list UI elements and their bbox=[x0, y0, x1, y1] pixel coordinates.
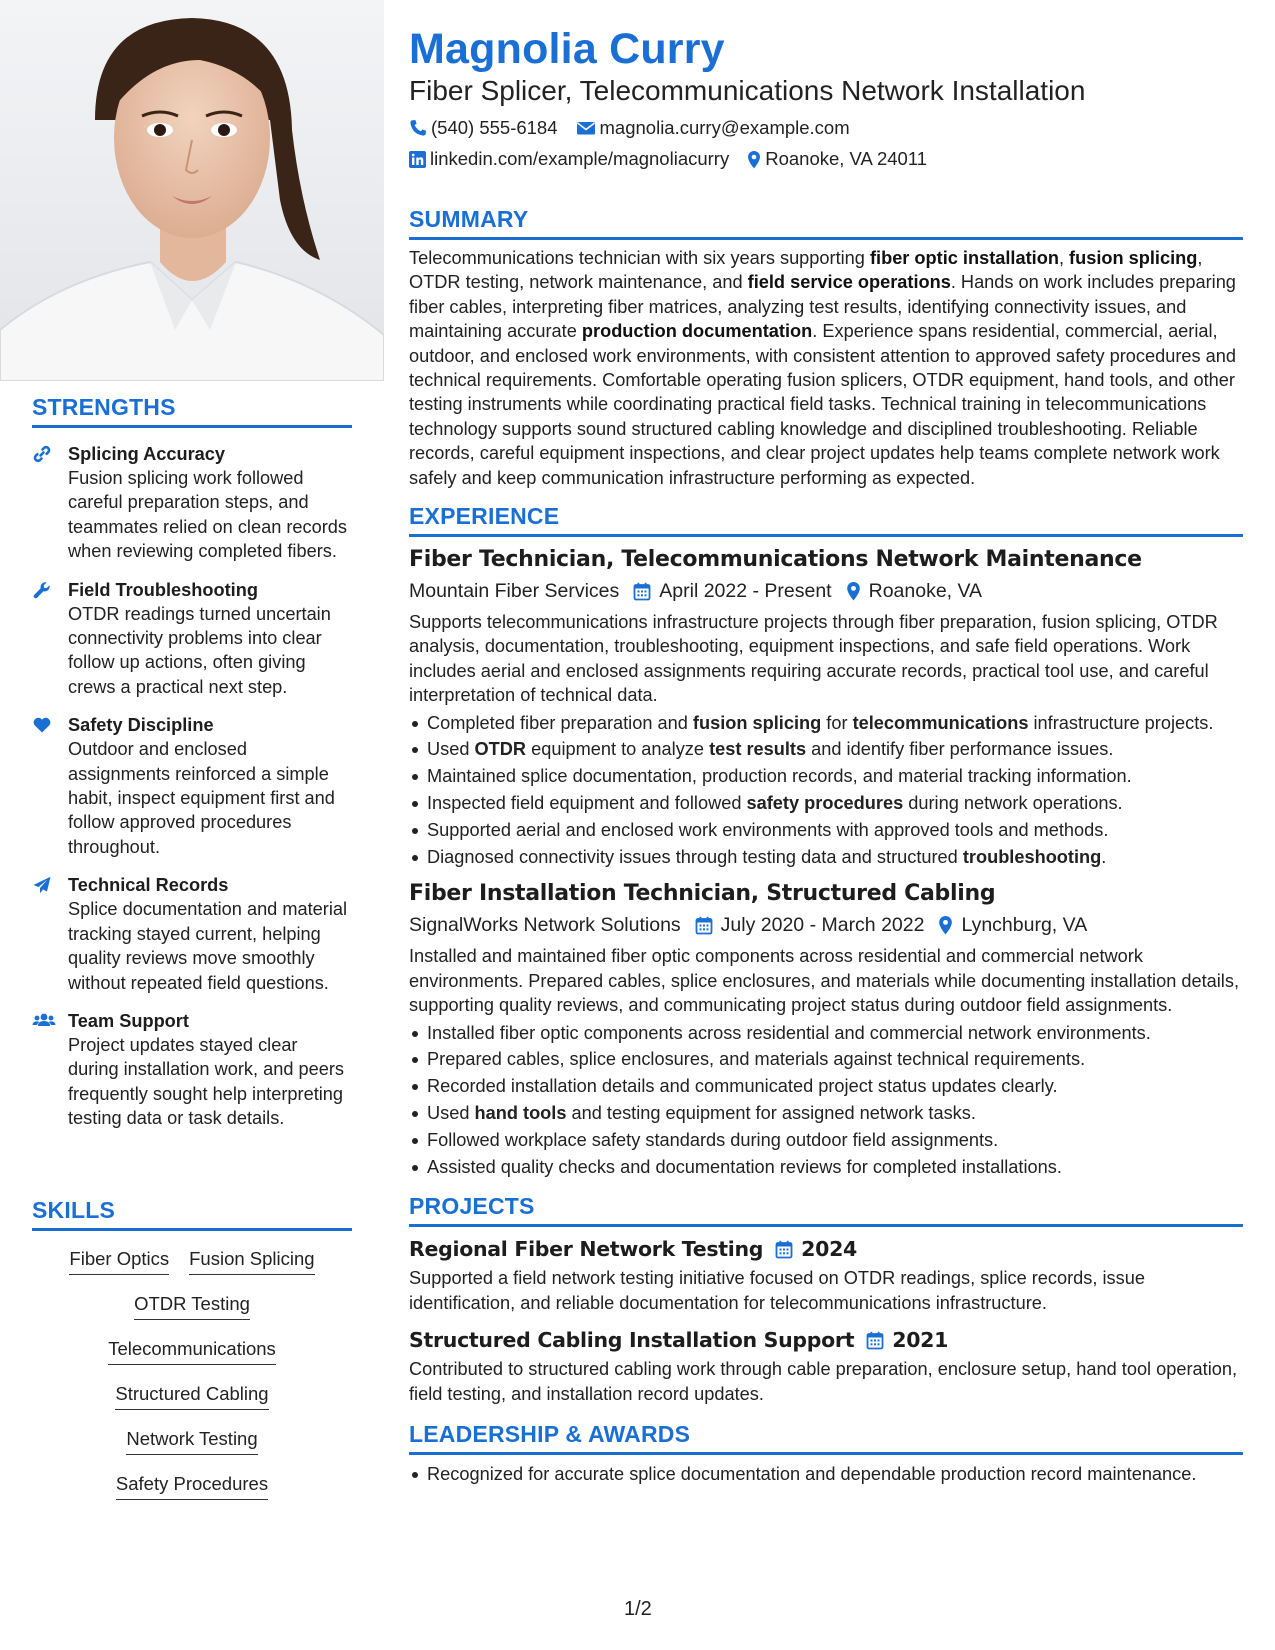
job-company: SignalWorks Network Solutions bbox=[409, 914, 681, 937]
text-span: during network operations. bbox=[903, 793, 1123, 814]
job-dates bbox=[695, 912, 925, 938]
project-entry bbox=[409, 1236, 1243, 1315]
text-span: equipment to analyze bbox=[526, 739, 710, 760]
skills-list bbox=[32, 1241, 352, 1511]
text-span: Used bbox=[427, 739, 475, 760]
bullet-item bbox=[409, 736, 1243, 763]
skill-tag: Network Testing bbox=[126, 1426, 257, 1455]
job-location bbox=[846, 578, 982, 604]
bold-text: fiber optic installation bbox=[869, 248, 1059, 268]
strength-desc: OTDR readings turned uncertain connectivity problems into clear follow up actions, often giving crews a practical next step. bbox=[68, 603, 331, 697]
contact-row bbox=[409, 116, 1243, 140]
job-dates-text: April 2022 - Present bbox=[659, 580, 832, 603]
main-content bbox=[409, 24, 1243, 1488]
job-location bbox=[938, 912, 1087, 938]
job-bullets bbox=[409, 710, 1243, 871]
summary-section bbox=[409, 205, 1243, 490]
job-dates bbox=[633, 578, 831, 604]
awards-section bbox=[409, 1420, 1243, 1488]
map-pin-icon bbox=[747, 150, 761, 169]
skill-tag: OTDR Testing bbox=[134, 1291, 250, 1320]
bullet-item bbox=[409, 1100, 1243, 1127]
envelope-icon bbox=[576, 120, 596, 136]
strength-item bbox=[32, 713, 352, 859]
job-entry bbox=[409, 880, 1243, 1180]
awards-list bbox=[409, 1461, 1243, 1488]
bold-text: production documentation bbox=[581, 321, 813, 342]
bold-text: safety procedures bbox=[746, 793, 904, 814]
job-description: Supports telecommunications infrastructure projects through fiber preparation, fusion splicing, OTDR analysis, documentation, troubleshooting, equipment inspections, and safe field operations. Work includes aerial and enclosed assignments requiring accurate records, practical tool use, and careful interpretation of technical data. bbox=[409, 612, 1218, 706]
bold-text: troubleshooting bbox=[962, 846, 1102, 867]
portrait-image bbox=[0, 0, 384, 381]
bold-text: fusion splicing bbox=[692, 712, 822, 733]
phone-contact[interactable] bbox=[409, 116, 558, 140]
email-contact[interactable] bbox=[576, 116, 850, 140]
candidate-headline: Fiber Splicer, Telecommunications Network Installation bbox=[409, 75, 1086, 106]
bullet-item bbox=[409, 790, 1243, 817]
text-span: Prepared cables, splice enclosures, and materials against technical requirements. bbox=[427, 1049, 1086, 1070]
map-pin-icon bbox=[846, 581, 861, 601]
linkedin-contact[interactable] bbox=[409, 147, 729, 171]
strength-item bbox=[32, 873, 352, 995]
bullet-item bbox=[409, 844, 1243, 871]
job-description: Installed and maintained fiber optic components across residential and commercial network environments. Prepared cables, splice enclosures, and materials while documenting installation details, supporting quality reviews, and communicating project status during outdoor field assignments. bbox=[409, 946, 1239, 1016]
email-text: magnolia.curry@example.com bbox=[599, 117, 850, 138]
link-icon bbox=[32, 442, 68, 564]
bullet-item bbox=[409, 1020, 1243, 1047]
bullet-item bbox=[409, 763, 1243, 790]
job-entry bbox=[409, 546, 1243, 870]
bullet-item bbox=[409, 817, 1243, 844]
calendar-icon bbox=[866, 1331, 884, 1350]
text-span: infrastructure projects. bbox=[1028, 712, 1214, 733]
calendar-icon bbox=[633, 582, 651, 601]
location-contact bbox=[747, 147, 927, 171]
bold-text: telecommunications bbox=[852, 712, 1029, 733]
summary-title: SUMMARY bbox=[409, 205, 1243, 240]
calendar-icon bbox=[775, 1240, 793, 1259]
experience-title: EXPERIENCE bbox=[409, 502, 1243, 537]
strength-title: Team Support bbox=[68, 1010, 189, 1031]
skills-section bbox=[32, 1196, 352, 1511]
job-location-text: Roanoke, VA bbox=[868, 580, 983, 603]
project-year: 2021 bbox=[892, 1328, 949, 1353]
text-span: . bbox=[1101, 846, 1107, 867]
projects-title: PROJECTS bbox=[409, 1192, 1243, 1227]
bold-text: hand tools bbox=[474, 1103, 567, 1124]
strength-title: Technical Records bbox=[68, 875, 229, 896]
phone-text: (540) 555-6184 bbox=[431, 117, 558, 138]
job-title: Fiber Technician, Telecommunications Network Maintenance bbox=[409, 547, 1142, 573]
bullet-item bbox=[409, 710, 1243, 737]
text-span: Telecommunications technician with six years supporting bbox=[409, 248, 870, 268]
strength-desc: Fusion splicing work followed careful preparation steps, and teammates relied on clean records when reviewing completed fibers. bbox=[68, 468, 348, 562]
strength-title: Field Troubleshooting bbox=[68, 579, 258, 600]
bold-text: OTDR bbox=[474, 739, 527, 760]
wrench-icon bbox=[32, 578, 68, 700]
text-span: Recorded installation details and communicated project status updates clearly. bbox=[427, 1076, 1058, 1097]
bullet-item bbox=[409, 1046, 1243, 1073]
text-span: . Experience spans residential, commercial, aerial, outdoor, and enclosed work environments, with consistent attention to approved safety procedures and technical requirements. Comfortable operating fusion splicers, OTDR equipment, hand tools, and other testing instruments while coordinating practical field tasks. Technical training in telecommunications technology supports sound structured cabling knowledge and disciplined troubleshooting. Reliable records, careful equipment inspections, and clear project updates help teams complete network work safely and keep communication infrastructure performing as expected. bbox=[409, 321, 1237, 488]
location-text: Roanoke, VA 24011 bbox=[765, 148, 928, 169]
project-title: Structured Cabling Installation Support bbox=[409, 1328, 855, 1353]
text-span: , bbox=[1058, 248, 1070, 268]
text-span: Assisted quality checks and documentation reviews for completed installations. bbox=[427, 1156, 1062, 1177]
strengths-title: STRENGTHS bbox=[32, 393, 352, 428]
awards-title: LEADERSHIP & AWARDS bbox=[409, 1420, 1243, 1455]
text-span: Used bbox=[427, 1103, 475, 1124]
text-span: Completed fiber preparation and bbox=[427, 712, 693, 733]
projects-section bbox=[409, 1192, 1243, 1406]
job-location-text: Lynchburg, VA bbox=[961, 914, 1088, 937]
project-entry bbox=[409, 1327, 1243, 1406]
profile-photo bbox=[0, 0, 384, 381]
text-span: Inspected field equipment and followed bbox=[427, 793, 747, 814]
bold-text: test results bbox=[709, 739, 807, 760]
job-meta bbox=[409, 578, 1243, 604]
text-span: Followed workplace safety standards during outdoor field assignments. bbox=[427, 1129, 999, 1150]
strength-item bbox=[32, 578, 352, 700]
award-item: Recognized for accurate splice documentation and dependable production record maintenance. bbox=[409, 1461, 1243, 1488]
skill-tag: Telecommunications bbox=[108, 1336, 276, 1365]
summary-text bbox=[409, 246, 1243, 490]
strength-title: Splicing Accuracy bbox=[68, 444, 226, 464]
text-span: Supported aerial and enclosed work environments with approved tools and methods. bbox=[427, 819, 1109, 840]
skill-tag: Fusion Splicing bbox=[189, 1246, 314, 1275]
skills-title: SKILLS bbox=[32, 1196, 352, 1231]
job-meta bbox=[409, 912, 1243, 938]
text-span: Installed fiber optic components across residential and commercial network environments. bbox=[427, 1022, 1151, 1043]
strength-title: Safety Discipline bbox=[68, 715, 214, 736]
strength-item bbox=[32, 1009, 352, 1131]
skill-tag: Structured Cabling bbox=[115, 1381, 268, 1410]
page-number: 1/2 bbox=[624, 1598, 652, 1620]
sidebar bbox=[0, 0, 384, 1650]
project-description: Contributed to structured cabling work through cable preparation, enclosure setup, hand tool operation, field testing, and installation record updates. bbox=[409, 1359, 1238, 1404]
bullet-item bbox=[409, 1127, 1243, 1154]
text-span: and testing equipment for assigned network tasks. bbox=[566, 1103, 976, 1124]
bold-text: field service operations bbox=[747, 272, 951, 293]
bold-text: fusion splicing bbox=[1069, 248, 1198, 268]
candidate-name: Magnolia Curry bbox=[409, 25, 725, 73]
strength-desc: Splice documentation and material tracking stayed current, helping quality reviews move smoothly without repeated field questions. bbox=[68, 899, 348, 993]
linkedin-text: linkedin.com/example/magnoliacurry bbox=[430, 148, 730, 169]
phone-icon bbox=[409, 119, 427, 137]
strengths-section bbox=[32, 393, 352, 1131]
text-span: , OTDR testing, network maintenance, and bbox=[409, 248, 1203, 293]
bullet-item bbox=[409, 1073, 1243, 1100]
skill-tag: Fiber Optics bbox=[69, 1246, 169, 1275]
text-span: Maintained splice documentation, production records, and material tracking information. bbox=[427, 766, 1132, 787]
heart-icon bbox=[32, 713, 68, 859]
text-span: for bbox=[821, 712, 853, 733]
strength-desc: Project updates stayed clear during installation work, and peers frequently sought help interpreting testing data or task details. bbox=[68, 1034, 345, 1129]
project-title: Regional Fiber Network Testing bbox=[409, 1237, 764, 1262]
strength-desc: Outdoor and enclosed assignments reinforced a simple habit, inspect equipment first and follow approved procedures throughout. bbox=[68, 739, 335, 857]
project-title-row bbox=[409, 1327, 1243, 1353]
text-span: Diagnosed connectivity issues through testing data and structured bbox=[427, 846, 963, 867]
users-icon bbox=[32, 1009, 68, 1131]
skill-tag: Safety Procedures bbox=[116, 1471, 268, 1500]
project-description: Supported a field network testing initiative focused on OTDR readings, splice records, issue identification, and reliable documentation for telecommunications infrastructure. bbox=[409, 1268, 1145, 1313]
bullet-item bbox=[409, 1154, 1243, 1181]
text-span: and identify fiber performance issues. bbox=[806, 739, 1114, 760]
contact-row-2 bbox=[409, 147, 1243, 171]
experience-section bbox=[409, 502, 1243, 1180]
strength-item bbox=[32, 442, 352, 564]
map-pin-icon bbox=[938, 915, 953, 935]
linkedin-icon bbox=[409, 151, 426, 168]
job-company: Mountain Fiber Services bbox=[409, 580, 620, 603]
job-dates-text: July 2020 - March 2022 bbox=[720, 914, 925, 937]
calendar-icon bbox=[695, 916, 713, 935]
text-span: . Hands on work includes preparing fiber cables, interpreting fiber matrices, analyzing test results, identifying connectivity issues, and maintaining accurate bbox=[409, 272, 1236, 342]
project-title-row bbox=[409, 1236, 1243, 1262]
project-year: 2024 bbox=[801, 1237, 858, 1262]
job-title: Fiber Installation Technician, Structured Cabling bbox=[409, 881, 996, 907]
job-bullets bbox=[409, 1020, 1243, 1181]
paper-plane-icon bbox=[32, 873, 68, 995]
